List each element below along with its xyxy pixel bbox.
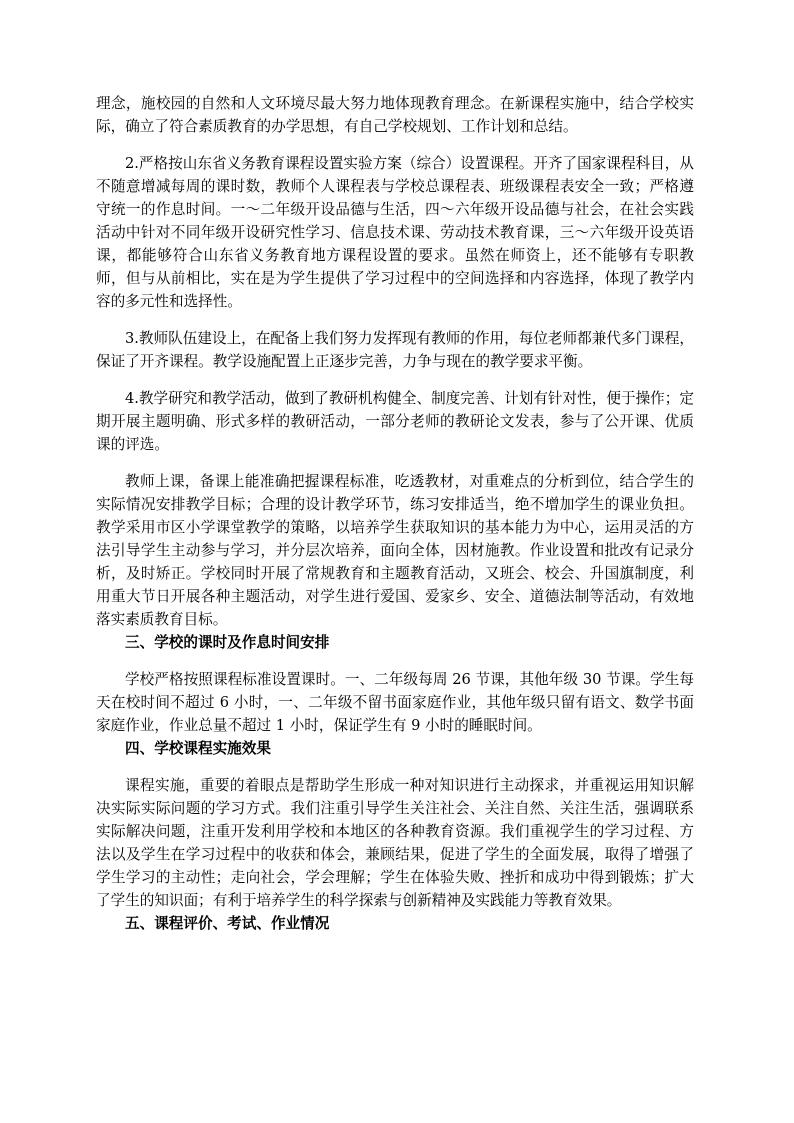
section-heading-evaluation: 五、课程评价、考试、作业情况	[125, 915, 330, 932]
paragraph-curriculum-setup: 2.严格按山东省义务教育课程设置实验方案（综合）设置课程。开齐了国家课程科目，从不随意增减每周的课时数，教师个人课程表与学校总课程表、班级课程表安全一致；严格遵守统一的作息时间。一～二年级开设品德与生活，四～六年级开设品德与社会，在社会实践活动中针对不同年级开设研究性学习、信息技术课、劳动技术教育课，三～六年级开设英语课，都能够符合山东省义务教育地方课程设置的要求。虽然在师资上，还不能够有专职教师，但与从前相比，实在是为学生提供了学习过程中的空间选择和内容选择，体现了教学内容的多元性和选择性。	[96, 155, 694, 310]
paragraph-classroom-teaching: 教师上课，备课上能准确把握课程标准，吃透教材，对重难点的分析到位，结合学生的实际情况安排教学目标；合理的设计教学环节，练习安排适当，绝不增加学生的课业负担。教学采用市区小学课堂教学的策略，以培养学生获取知识的基本能力为中心，运用灵活的方法引导学生主动参与学习，并分层次培养，面向全体，因材施教。作业设置和批改有记录分析，及时矫正。学校同时开展了常规教育和主题教育活动，又班会、校会、升国旗制度，利用重大节日开展各种主题活动，对学生进行爱国、爱家乡、安全、道德法制等活动，有效地落实素质教育目标。	[96, 473, 694, 628]
paragraph-effects: 课程实施，重要的着眼点是帮助学生形成一种对知识进行主动探求，并重视运用知识解决实际实际问题的学习方式。我们注重引导学生关注社会、关注自然、关注生活，强调联系实际解决问题，注重开发利用学校和本地区的各种教育资源。我们重视学生的学习过程、方法以及学生在学习过程中的收获和体会，兼顾结果，促进了学生的全面发展，取得了增强了学生学习的主动性；走向社会，学会理解；学生在体验失败、挫折和成功中得到锻炼；扩大了学生的知识面；有利于培养学生的科学探索与创新精神及实践能力等教育效果。	[96, 777, 694, 909]
paragraph-schedule: 学校严格按照课程标准设置课时。一、二年级每周 26 节课，其他年级 30 节课。学生每天在校时间不超过 6 小时，一、二年级不留书面家庭作业，其他年级只留有语文、数学书面家庭作业，作业总量不超过 1 小时，保证学生有 9 小时的睡眠时间。	[96, 671, 694, 734]
section-heading-schedule: 三、学校的课时及作息时间安排	[125, 634, 330, 651]
paragraph-teacher-staffing: 3.教师队伍建设上，在配备上我们努力发挥现有教师的作用，每位老师都兼代多门课程，保证了开齐课程。教学设施配置上正逐步完善，力争与现在的教学要求平衡。	[96, 330, 694, 370]
paragraph-teaching-research: 4.教学研究和教学活动，做到了教研机构健全、制度完善、计划有针对性，便于操作；定期开展主题明确、形式多样的教研活动，一部分老师的教研论文发表，参与了公开课、优质课的评选。	[96, 390, 694, 453]
section-heading-effects: 四、学校课程实施效果	[125, 740, 271, 757]
paragraph-continued-intro: 理念，施校园的自然和人文环境尽最大努力地体现教育理念。在新课程实施中，结合学校实际，确立了符合素质教育的办学思想，有自己学校规划、工作计划和总结。	[96, 95, 694, 135]
document-body	[96, 92, 694, 935]
